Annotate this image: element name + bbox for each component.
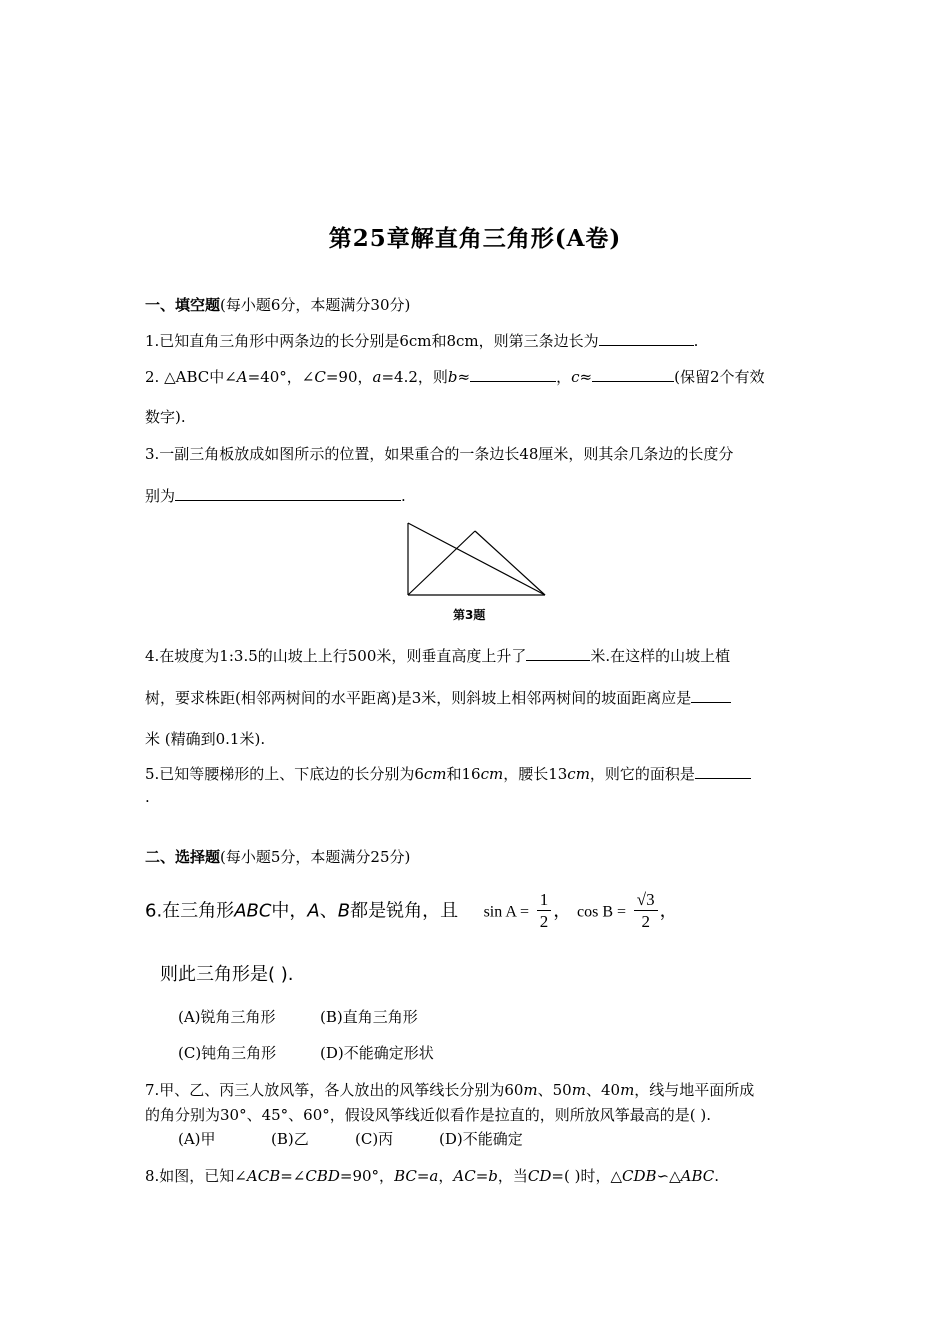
q4-answer-blank-2[interactable] xyxy=(691,688,731,703)
section2-header xyxy=(145,846,410,867)
figure-side-3 xyxy=(475,531,545,595)
section2-heading: 二、选择题 xyxy=(145,848,221,866)
q5-answer-blank[interactable] xyxy=(695,764,751,779)
question-7-line2: 的角分别为30°、45°、60°，假设风筝线近似看作是拉直的，则所放风筝最高的是( ). xyxy=(145,1106,712,1124)
q3-answer-blank[interactable] xyxy=(175,486,401,501)
q2-var-C: C xyxy=(314,368,326,386)
q8-text-5: =( )时，△ xyxy=(551,1167,622,1185)
question-2-line2: 数字). xyxy=(145,408,186,426)
q6-var-A: A xyxy=(307,900,320,922)
q1-text: 1.已知直角三角形中两条边的长分别是6cm和8cm，则第三条边长为 xyxy=(145,332,599,350)
q6-sin-denominator: 2 xyxy=(539,912,549,931)
q7-text-1: 7.甲、乙、丙三人放风筝，各人放出的风筝线长分别为60 xyxy=(145,1081,524,1099)
q7-unit-2: m xyxy=(571,1081,586,1099)
q3-end: . xyxy=(401,487,406,505)
q8-var-CDB: CDB xyxy=(622,1167,657,1185)
q6-cos-label: cos B = xyxy=(577,903,627,921)
q6-suffix: 都是锐角，且 xyxy=(350,900,459,922)
q5-text-3: ，腰长13 xyxy=(503,765,568,783)
section2-note: (每小题5分，本题满分25分) xyxy=(220,848,411,866)
q7-option-a[interactable]: (A)甲 xyxy=(178,1130,216,1148)
q8-var-CD: CD xyxy=(527,1167,552,1185)
q7-text-4: ，线与地平面所成 xyxy=(634,1081,755,1099)
q2-var-c: c xyxy=(571,368,580,386)
question-4-line3: 米 (精确到0.1米). xyxy=(145,730,266,748)
q8-var-AC: AC xyxy=(453,1167,476,1185)
q6-comma-2: ， xyxy=(659,900,678,922)
page-title: 第25章解直角三角形(A卷) xyxy=(328,225,622,252)
q1-end: . xyxy=(693,332,699,350)
q8-eq-1: = xyxy=(416,1167,430,1185)
q5-unit-3: cm xyxy=(567,765,590,783)
q8-end: . xyxy=(714,1167,720,1185)
q8-var-BC: BC xyxy=(394,1167,417,1185)
q2-text-3: =4.2，则 xyxy=(381,368,448,386)
q4-answer-blank-1[interactable] xyxy=(526,646,590,661)
q6-sin-numerator: 1 xyxy=(537,890,552,911)
q6-option-d[interactable]: (D)不能确定形状 xyxy=(320,1044,434,1062)
q4-text-2: 米.在这样的山坡上植 xyxy=(590,647,731,665)
q6-cos-fraction xyxy=(634,890,658,933)
q6-prefix: 6.在三角形 xyxy=(145,900,235,922)
q7-unit-3: m xyxy=(620,1081,635,1099)
section1-note: (每小题6分，本题满分30分) xyxy=(220,296,411,314)
question-1 xyxy=(145,330,698,351)
q8-text-3: =90°， xyxy=(339,1167,395,1185)
q2-text-4: (保留2个有效 xyxy=(674,368,765,386)
q8-angle-ACB: ACB xyxy=(246,1167,281,1185)
question-6-line1 xyxy=(145,890,678,933)
q2-approx-2: ≈ xyxy=(579,368,593,386)
q7-option-b[interactable]: (B)乙 xyxy=(271,1130,309,1148)
q6-comma: ， xyxy=(553,900,572,922)
q5-text-2: 和16 xyxy=(446,765,481,783)
question-3-line1: 3.一副三角板放成如图所示的位置，如果重合的一条边长48厘米，则其余几条边的长度分 xyxy=(145,445,734,463)
q2-text-2: =90， xyxy=(325,368,373,386)
q2-prefix: 2. △ABC中∠ xyxy=(145,368,237,386)
q5-unit-2: cm xyxy=(480,765,504,783)
q7-unit-1: m xyxy=(523,1081,538,1099)
question-8 xyxy=(145,1165,719,1186)
q6-var-B: B xyxy=(337,900,351,922)
q3-text: 别为 xyxy=(145,487,176,505)
q2-answer-blank-c[interactable] xyxy=(592,367,674,382)
q1-answer-blank[interactable] xyxy=(599,331,694,346)
q2-text-1: =40°，∠ xyxy=(247,368,315,386)
q2-var-a: a xyxy=(372,368,382,386)
q6-option-c[interactable]: (C)钝角三角形 xyxy=(178,1044,277,1062)
q8-var-b: b xyxy=(488,1167,498,1185)
q8-var-a: a xyxy=(429,1167,439,1185)
q8-angle-CBD: CBD xyxy=(305,1167,340,1185)
question-5 xyxy=(145,763,751,784)
q5-text-1: 5.已知等腰梯形的上、下底边的长分别为6 xyxy=(145,765,424,783)
q6-option-b[interactable]: (B)直角三角形 xyxy=(320,1008,418,1026)
q7-option-d[interactable]: (D)不能确定 xyxy=(439,1130,523,1148)
q6-sep: 、 xyxy=(319,900,338,922)
q2-comma: ， xyxy=(556,368,572,386)
q8-eq-2: = xyxy=(475,1167,489,1185)
q5-unit-1: cm xyxy=(423,765,447,783)
q6-var-ABC: ABC xyxy=(234,900,272,922)
q2-approx-1: ≈ xyxy=(457,368,471,386)
q6-cos-numerator: √3 xyxy=(634,890,658,911)
q8-var-ABC: ABC xyxy=(680,1167,715,1185)
question-4-line1 xyxy=(145,645,730,666)
q5-end: . xyxy=(145,788,150,806)
q4-text-1: 4.在坡度为1:3.5的山坡上上行500米，则垂直高度上升了 xyxy=(145,647,527,665)
q2-var-A: A xyxy=(236,368,248,386)
section1-heading: 一、填空题 xyxy=(145,296,221,314)
q6-sin-fraction xyxy=(537,890,552,933)
figure-hypotenuse-1 xyxy=(408,523,545,595)
q8-text-1: 8.如图，已知∠ xyxy=(145,1167,247,1185)
question-3-line2 xyxy=(145,485,406,506)
q6-option-a[interactable]: (A)锐角三角形 xyxy=(178,1008,276,1026)
question-7-line1 xyxy=(145,1079,754,1100)
q6-sin-label: sin A = xyxy=(483,903,530,921)
question-4-line2 xyxy=(145,687,731,708)
q6-cos-denominator: 2 xyxy=(641,912,650,931)
q4-text-3: 树，要求株距(相邻两树间的水平距离)是3米，则斜坡上相邻两树间的坡面距离应是 xyxy=(145,689,692,707)
q8-similar: ∽△ xyxy=(656,1167,681,1185)
q6-mid: 中， xyxy=(271,900,308,922)
q7-option-c[interactable]: (C)丙 xyxy=(355,1130,394,1148)
q2-answer-blank-b[interactable] xyxy=(470,367,556,382)
section1-header xyxy=(145,294,410,315)
question-6-line2: 则此三角形是( ). xyxy=(160,964,294,985)
q8-text-2: =∠ xyxy=(280,1167,306,1185)
q8-comma-1: ， xyxy=(438,1167,454,1185)
q2-var-b: b xyxy=(447,368,458,386)
triangle-figure xyxy=(405,520,550,600)
q7-text-2: 、50 xyxy=(537,1081,572,1099)
q8-text-4: ，当 xyxy=(497,1167,528,1185)
figure-caption: 第3题 xyxy=(453,608,486,622)
q5-text-4: ，则它的面积是 xyxy=(589,765,695,783)
question-2-line1 xyxy=(145,366,765,387)
q7-text-3: 、40 xyxy=(585,1081,621,1099)
